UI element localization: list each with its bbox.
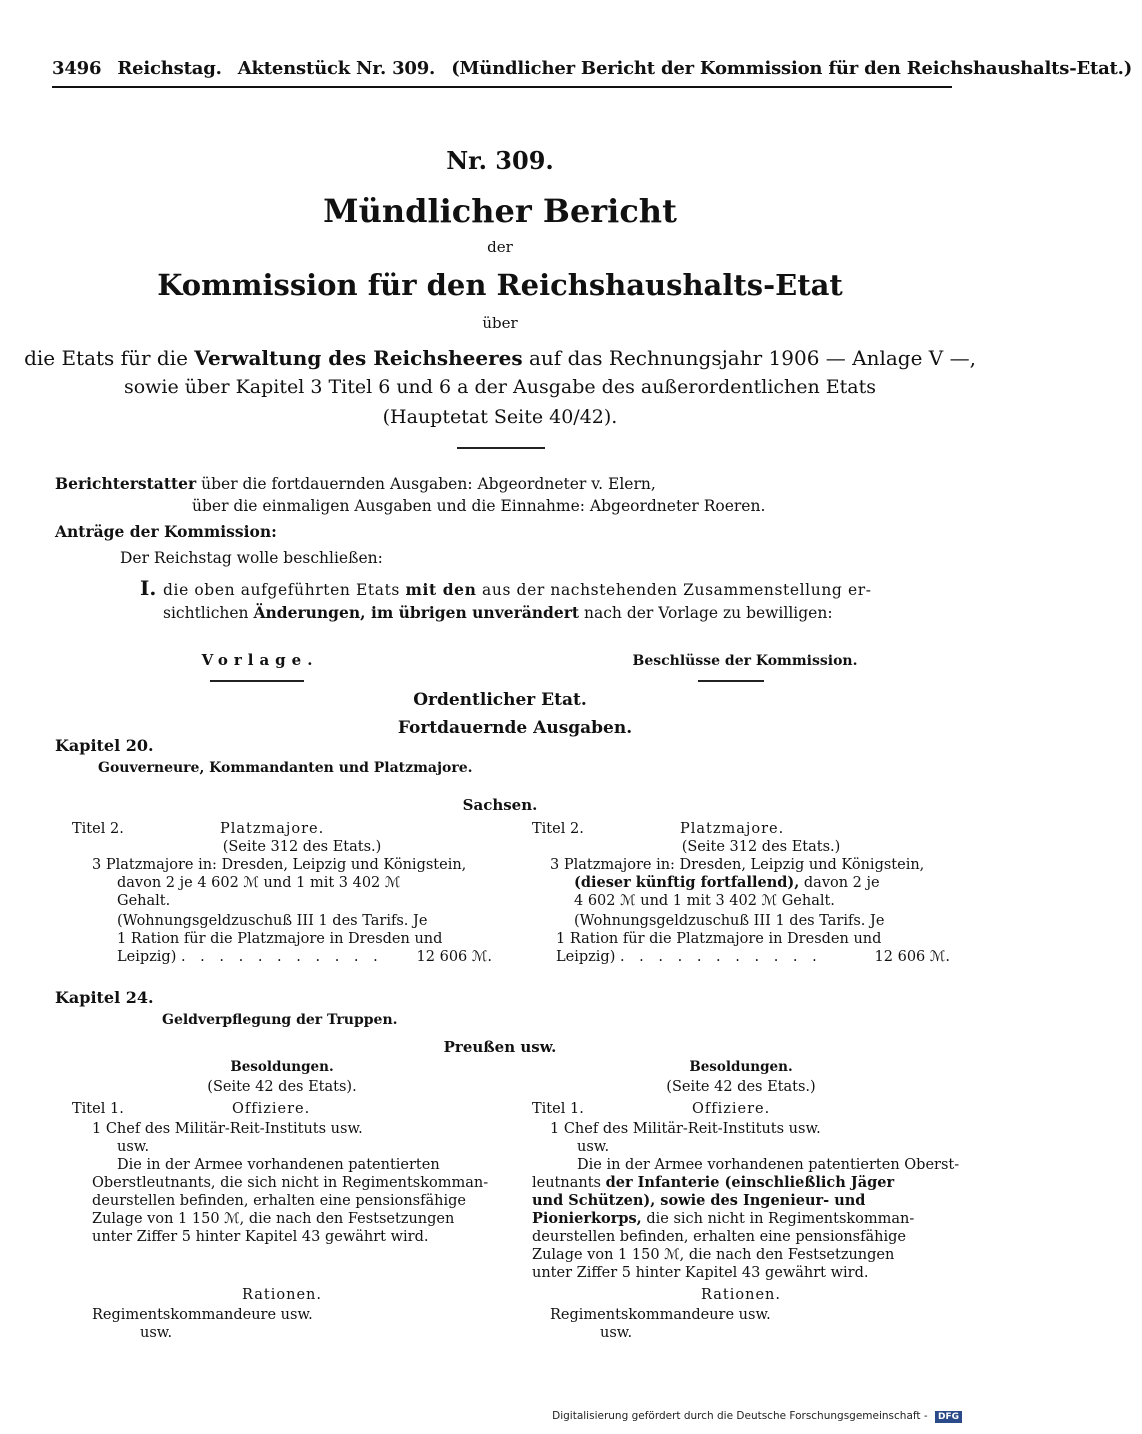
amount-line xyxy=(532,948,950,966)
subject-army: Verwaltung des Reichsheeres xyxy=(194,346,523,370)
motion-b: mit den xyxy=(405,580,477,599)
title-ueber: über xyxy=(482,314,518,332)
commission-title: Kommission für den Reichshaushalts-Etat xyxy=(157,268,843,302)
text-line: usw. xyxy=(600,1325,633,1341)
text-line: Zulage von 1 150 ℳ, die nach den Festsetzungen xyxy=(532,1247,895,1263)
text-line: 4 602 ℳ und 1 mit 3 402 ℳ Gehalt. xyxy=(574,893,835,909)
kap20-right-column xyxy=(532,820,950,966)
header-aktenstueck: Aktenstück Nr. 309. xyxy=(237,58,436,79)
header-subject: (Mündlicher Bericht der Kommission für den Reichshaushalts-Etat.) xyxy=(451,58,1133,79)
text-line: 3 Platzmajore in: Dresden, Leipzig und Königstein, xyxy=(92,857,467,873)
subject-line-3: (Hauptetat Seite 40/42). xyxy=(382,406,618,428)
amount: 12 606 ℳ. xyxy=(416,949,492,965)
besoldungen-heading: Besoldungen. xyxy=(230,1059,334,1075)
text-line: usw. xyxy=(577,1139,610,1155)
header-reichstag: Reichstag. xyxy=(117,58,222,79)
region-sachsen: Sachsen. xyxy=(462,796,538,814)
column-heading-vorlage: Vorlage. xyxy=(201,651,319,669)
amount: 12 606 ℳ. xyxy=(874,949,950,965)
header-rule xyxy=(52,86,952,88)
rationen-heading: Rationen. xyxy=(701,1287,781,1303)
etat-reference: (Seite 312 des Etats.) xyxy=(222,839,382,855)
text-line: 1 Ration für die Platzmajore in Dresden und xyxy=(117,931,443,947)
kap20-left-column xyxy=(72,820,492,966)
text-line: unter Ziffer 5 hinter Kapitel 43 gewährt wird. xyxy=(532,1265,869,1281)
kapitel-20-subtitle: Gouverneure, Kommandanten und Platzmajore. xyxy=(98,760,473,776)
text-line: (Wohnungsgeldzuschuß III 1 des Tarifs. Je xyxy=(574,913,885,929)
kap24-left-column xyxy=(72,1058,492,1342)
besoldungen-heading: Besoldungen. xyxy=(689,1059,793,1075)
document-title: Mündlicher Bericht xyxy=(323,192,677,230)
text-line: leutnants xyxy=(532,1175,601,1191)
titel-label: Titel 1. xyxy=(72,1101,124,1117)
text-line xyxy=(532,1210,950,1228)
text-line: deurstellen befinden, erhalten eine pensionsfähige xyxy=(532,1229,906,1245)
amendment-text: Pionierkorps, xyxy=(532,1210,642,1227)
text-line: Leipzig) xyxy=(117,949,177,965)
titel-name: Offiziere. xyxy=(692,1101,771,1117)
reporters-line-1 xyxy=(55,474,656,494)
column-heading-beschluesse: Beschlüsse der Kommission. xyxy=(632,653,858,669)
region-preussen: Preußen usw. xyxy=(443,1038,557,1056)
motion-line-2 xyxy=(163,603,833,623)
text-line: Regimentskommandeure usw. xyxy=(550,1307,771,1323)
text-line: Zulage von 1 150 ℳ, die nach den Festsetzungen xyxy=(92,1211,455,1227)
text-line: Leipzig) xyxy=(556,949,616,965)
text-line: davon 2 je xyxy=(803,875,880,891)
amendment-text: und Schützen), sowie des Ingenieur- und xyxy=(532,1192,866,1209)
amendment-text: (dieser künftig fortfallend), xyxy=(574,874,800,891)
leader-dots: . . . . . . . . . . . xyxy=(180,949,383,965)
text-line: unter Ziffer 5 hinter Kapitel 43 gewährt wird. xyxy=(92,1229,429,1245)
amount-line xyxy=(72,948,492,966)
motions-label: Anträge der Kommission: xyxy=(55,522,277,541)
text-line: Gehalt. xyxy=(117,893,171,909)
text-line: Oberstleutnants, die sich nicht in Regimentskomman- xyxy=(92,1175,489,1191)
amendment-text: der Infanterie (einschließlich Jäger xyxy=(605,1174,895,1191)
kapitel-24-subtitle: Geldverpflegung der Truppen. xyxy=(162,1012,398,1028)
dfg-logo: DFG xyxy=(935,1411,962,1423)
left-heading-rule xyxy=(210,680,304,682)
leader-dots: . . . . . . . . . . . xyxy=(619,949,822,965)
document-number: Nr. 309. xyxy=(446,146,554,175)
text-line: Die in der Armee vorhandenen patentierten xyxy=(117,1157,440,1173)
reporter-continuing: über die fortdauernden Ausgaben: Abgeordneter v. Elern, xyxy=(201,475,656,493)
text-line: (Wohnungsgeldzuschuß III 1 des Tarifs. Je xyxy=(117,913,428,929)
page-number: 3496 xyxy=(52,58,102,79)
right-heading-rule xyxy=(698,680,764,682)
kap24-right-column xyxy=(532,1058,960,1342)
section-subtitle: Fortdauernde Ausgaben. xyxy=(397,718,633,738)
text-line: 1 Chef des Militär-Reit-Instituts usw. xyxy=(92,1121,363,1137)
kapitel-24-label: Kapitel 24. xyxy=(55,988,154,1007)
reporter-onetime: über die einmaligen Ausgaben und die Einnahme: Abgeordneter Roeren. xyxy=(192,497,766,515)
motions-intro: Der Reichstag wolle beschließen: xyxy=(120,549,383,567)
text-line: Die in der Armee vorhandenen patentierten Oberst- xyxy=(577,1157,960,1173)
etat-reference: (Seite 42 des Etats). xyxy=(207,1079,357,1095)
text-line: usw. xyxy=(140,1325,173,1341)
subject-c: auf das Rechnungsjahr 1906 — Anlage V —, xyxy=(529,346,976,370)
text-line: 3 Platzmajore in: Dresden, Leipzig und Königstein, xyxy=(550,857,925,873)
text-line: usw. xyxy=(117,1139,150,1155)
motion-e: Änderungen, im übrigen unverändert xyxy=(253,603,580,622)
text-line: Regimentskommandeure usw. xyxy=(92,1307,313,1323)
kapitel-20-label: Kapitel 20. xyxy=(55,736,154,755)
titel-label: Titel 2. xyxy=(532,821,584,837)
etat-reference: (Seite 312 des Etats.) xyxy=(681,839,841,855)
titel-name: Platzmajore. xyxy=(220,821,325,837)
title-subject-line xyxy=(0,346,1000,370)
text-line: deurstellen befinden, erhalten eine pensionsfähige xyxy=(92,1193,466,1209)
motion-line-1 xyxy=(163,580,945,600)
motion-a: die oben aufgeführten Etats xyxy=(163,581,400,599)
text-line: die sich nicht in Regimentskomman- xyxy=(646,1211,915,1227)
title-der: der xyxy=(487,238,513,256)
motion-c: aus der nachstehenden Zusammenstellung er- xyxy=(482,581,872,599)
titel-name: Offiziere. xyxy=(232,1101,311,1117)
footer-text: Digitalisierung gefördert durch die Deutsche Forschungsgemeinschaft - xyxy=(552,1410,928,1422)
subject-a: die Etats für die xyxy=(24,346,188,370)
text-line xyxy=(532,874,950,892)
titel-label: Titel 2. xyxy=(72,821,124,837)
section-title: Ordentlicher Etat. xyxy=(413,690,587,710)
rationen-heading: Rationen. xyxy=(242,1287,322,1303)
titel-label: Titel 1. xyxy=(532,1101,584,1117)
subject-line-2: sowie über Kapitel 3 Titel 6 und 6 a der Ausgabe des außerordentlichen Etats xyxy=(123,376,877,398)
text-line: 1 Chef des Militär-Reit-Instituts usw. xyxy=(550,1121,821,1137)
motion-f: nach der Vorlage zu bewilligen: xyxy=(584,604,833,622)
etat-reference: (Seite 42 des Etats.) xyxy=(666,1079,816,1095)
text-line xyxy=(532,1174,950,1192)
motion-d: sichtlichen xyxy=(163,604,249,622)
motion-numeral: I. xyxy=(140,576,157,600)
digitization-footer xyxy=(552,1410,962,1423)
text-line: davon 2 je 4 602 ℳ und 1 mit 3 402 ℳ xyxy=(117,875,401,891)
text-line: 1 Ration für die Platzmajore in Dresden und xyxy=(556,931,882,947)
titel-name: Platzmajore. xyxy=(680,821,785,837)
title-divider xyxy=(457,447,545,449)
reporters-label: Berichterstatter xyxy=(55,474,197,493)
running-header xyxy=(52,58,1133,79)
